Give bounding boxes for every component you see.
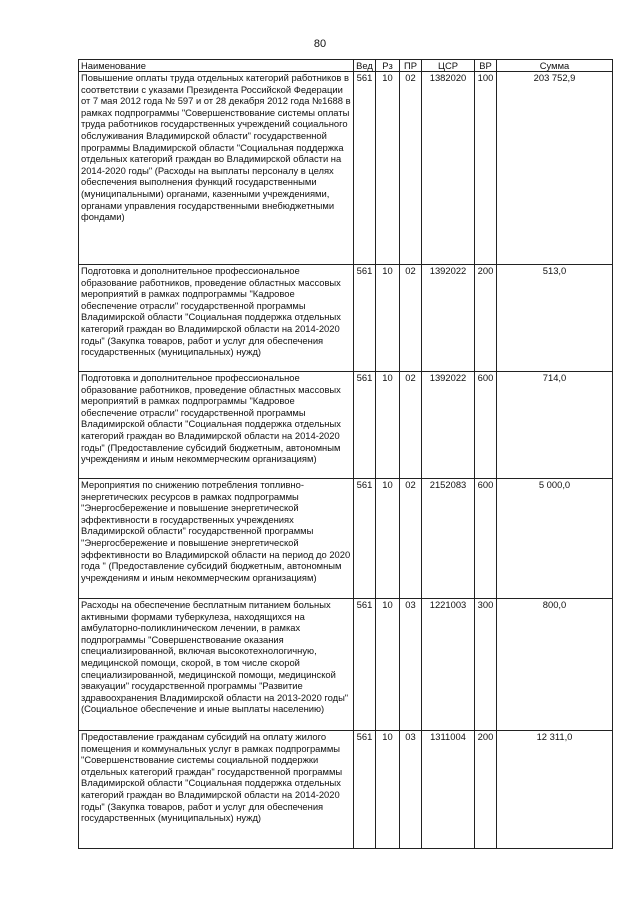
row-pr: 02 — [400, 265, 422, 372]
row-pr: 02 — [400, 72, 422, 265]
row-name: Подготовка и дополнительное профессиональное образование работников, проведение областных массовых мероприятий в рамках подпрограммы "Кадровое обеспечение отрасли" государственной программы Владимирской области "Социальная поддержка отдельных категорий граждан во Владимирской области на 2014-2020 годы" (Закупка товаров, работ и услуг для обеспечения государственных (муниципальных) нужд) — [79, 265, 354, 372]
table-row — [79, 372, 613, 479]
row-csr: 1311004 — [422, 731, 475, 849]
row-ved: 561 — [354, 479, 376, 599]
row-ved: 561 — [354, 599, 376, 731]
row-sum: 800,0 — [497, 599, 613, 731]
row-sum: 513,0 — [497, 265, 613, 372]
column-header-rz: Рз — [376, 60, 400, 72]
row-vr: 600 — [475, 372, 497, 479]
row-sum: 12 311,0 — [497, 731, 613, 849]
row-name: Повышение оплаты труда отдельных категорий работников в соответствии с указами Президента Российской Федерации от 7 мая 2012 года № 597 и от 28 декабря 2012 года №1688 в рамках подпрограммы "Совершенствование системы оплаты труда работников государственных учреждений социального обслуживания Владимирской области" государственной программы Владимирской области "Социальная поддержка отдельных категорий граждан во Владимирской области на 2014-2020 годы" (Расходы на выплаты персоналу в целях обеспечения выполнения функций государственными (муниципальными) органами, казенными учреждениями, органами управления государственными внебюджетными фондами) — [79, 72, 354, 265]
row-vr: 600 — [475, 479, 497, 599]
row-csr: 1221003 — [422, 599, 475, 731]
row-rz: 10 — [376, 265, 400, 372]
row-rz: 10 — [376, 479, 400, 599]
column-header-pr: ПР — [400, 60, 422, 72]
column-header-csr: ЦСР — [422, 60, 475, 72]
row-vr: 200 — [475, 265, 497, 372]
row-sum: 5 000,0 — [497, 479, 613, 599]
column-header-sum: Сумма — [497, 60, 613, 72]
row-csr: 2152083 — [422, 479, 475, 599]
row-name: Предоставление гражданам субсидий на оплату жилого помещения и коммунальных услуг в рамках подпрограммы "Совершенствование системы социальной поддержки отдельных категорий граждан" государственной программы Владимирской области "Социальная поддержка отдельных категорий граждан во Владимирской области на 2014-2020 годы" (Закупка товаров, работ и услуг для обеспечения государственных (муниципальных) нужд) — [79, 731, 354, 849]
row-name: Подготовка и дополнительное профессиональное образование работников, проведение областных массовых мероприятий в рамках подпрограммы "Кадровое обеспечение отрасли" государственной программы Владимирской области "Социальная поддержка отдельных категорий граждан во Владимирской области на 2014-2020 годы" (Предоставление субсидий бюджетным, автономным учреждениям и иным некоммерческим организациям) — [79, 372, 354, 479]
table-row — [79, 72, 613, 265]
row-rz: 10 — [376, 72, 400, 265]
row-rz: 10 — [376, 372, 400, 479]
row-name: Расходы на обеспечение бесплатным питанием больных активными формами туберкулеза, находящихся на амбулаторно-поликлиническом лечении, в рамках подпрограммы "Совершенствование оказания специализированной, включая высокотехнологичную, медицинской помощи, скорой, в том числе скорой специализированной, медицинской помощи, медицинской эвакуации" государственной программы "Развитие здравоохранения Владимирской области на 2013-2020 годы" (Социальное обеспечение и иные выплаты населению) — [79, 599, 354, 731]
row-vr: 300 — [475, 599, 497, 731]
column-header-ved: Вед — [354, 60, 376, 72]
table-row — [79, 265, 613, 372]
row-rz: 10 — [376, 731, 400, 849]
column-header-name: Наименование — [79, 60, 354, 72]
table-row — [79, 479, 613, 599]
row-ved: 561 — [354, 372, 376, 479]
table-header-row — [79, 60, 613, 72]
row-ved: 561 — [354, 731, 376, 849]
row-csr: 1392022 — [422, 265, 475, 372]
row-sum: 714,0 — [497, 372, 613, 479]
row-csr: 1382020 — [422, 72, 475, 265]
table-row — [79, 599, 613, 731]
row-ved: 561 — [354, 265, 376, 372]
page-number: 80 — [313, 38, 327, 50]
row-sum: 203 752,9 — [497, 72, 613, 265]
row-name: Мероприятия по снижению потребления топливно-энергетических ресурсов в рамках подпрограммы "Энергосбережение и повышение энергетической эффективности в государственных учреждениях Владимирской области" государственной программы "Энергосбережение и повышение энергетической эффективности во Владимирской области на период до 2020 года " (Предоставление субсидий бюджетным, автономным учреждениям и иным некоммерческим организациям) — [79, 479, 354, 599]
row-vr: 200 — [475, 731, 497, 849]
row-pr: 03 — [400, 599, 422, 731]
table-row — [79, 731, 613, 849]
row-ved: 561 — [354, 72, 376, 265]
row-vr: 100 — [475, 72, 497, 265]
row-pr: 02 — [400, 479, 422, 599]
budget-table — [78, 59, 613, 849]
row-rz: 10 — [376, 599, 400, 731]
row-csr: 1392022 — [422, 372, 475, 479]
row-pr: 02 — [400, 372, 422, 479]
row-pr: 03 — [400, 731, 422, 849]
column-header-vr: ВР — [475, 60, 497, 72]
